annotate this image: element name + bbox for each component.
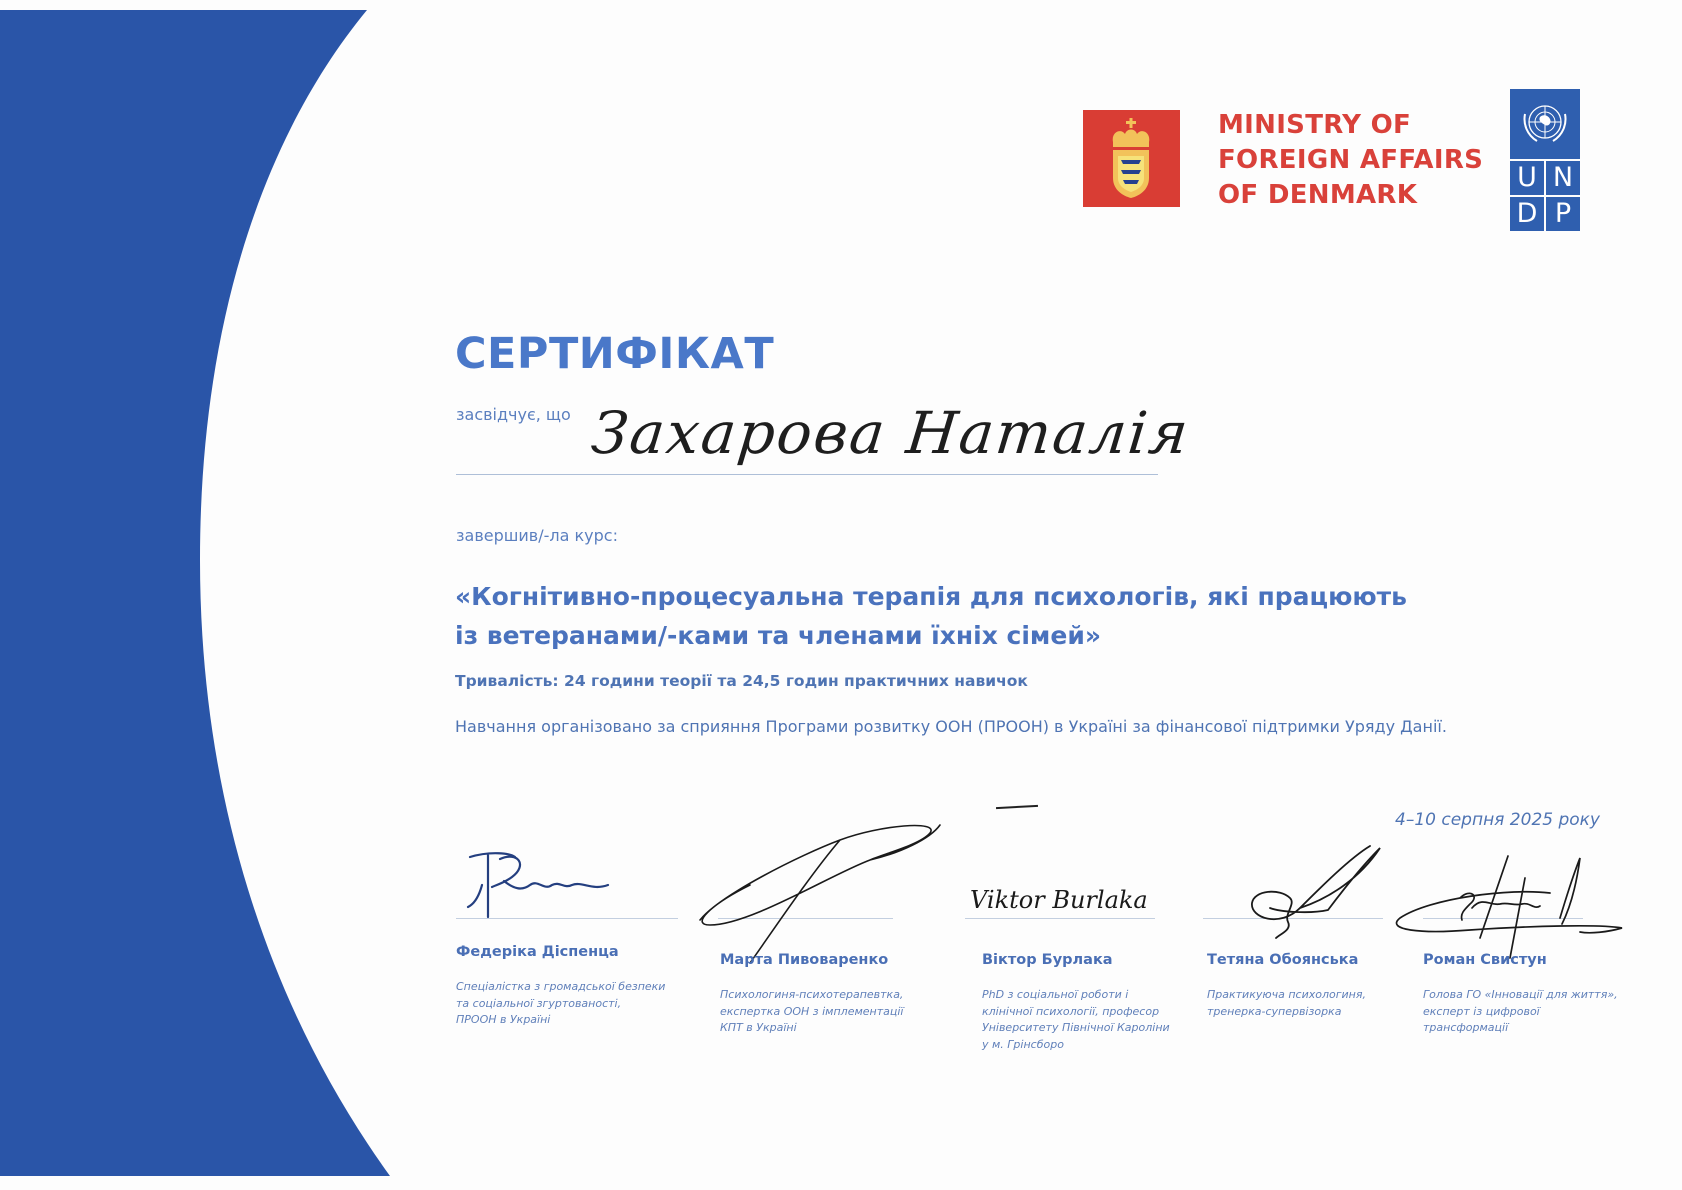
description-line: ПРООН в Україні (456, 1013, 551, 1026)
signatory-name: Марта Пивоваренко (720, 952, 889, 968)
course-date: 4–10 серпня 2025 року (1395, 810, 1600, 830)
denmark-logo (1083, 110, 1180, 207)
description-line: трансформації (1423, 1021, 1509, 1034)
description-line: у м. Грінсборо (982, 1037, 1064, 1051)
denmark-ministry-name (1218, 108, 1483, 213)
signatory-description (1423, 987, 1653, 1037)
signature-oboianska (1240, 838, 1390, 948)
signatory-description (456, 979, 686, 1029)
ministry-line-1: MINISTRY OF (1218, 110, 1412, 140)
pen-stroke (996, 805, 1038, 809)
blue-curve-panel (0, 0, 420, 1190)
signatory-name: Федеріка Діспенца (456, 944, 619, 960)
signatory-pyvovarenko (720, 952, 950, 1037)
course-title-line-2: із ветеранами/-ками та членами їхніх сімей» (455, 621, 1101, 650)
ministry-line-3: OF DENMARK (1218, 180, 1418, 210)
signatory-name: Роман Свистун (1423, 952, 1547, 968)
undp-letter-p: P (1546, 197, 1580, 231)
ministry-line-2: FOREIGN AFFAIRS (1218, 145, 1484, 175)
signature-svystun (1390, 848, 1630, 968)
svg-text:Viktor Burlaka: Viktor Burlaka (970, 886, 1148, 914)
signatory-description (720, 987, 950, 1037)
recipient-name: Захарова Наталія (588, 399, 1194, 467)
signatory-description (982, 987, 1212, 1053)
signatory-svystun (1423, 952, 1653, 1037)
course-title-line-1: «Когнітивно-процесуальна терапія для психологів, які працюють (455, 582, 1407, 611)
description-line: Університету Північної Кароліни (982, 1021, 1170, 1034)
signature-dispenza (460, 845, 630, 935)
undp-letter-n: N (1546, 161, 1580, 195)
description-line: КПТ в Україні (720, 1021, 797, 1034)
funding-note: Навчання організовано за сприяння Програми розвитку ООН (ПРООН) в Україні за фінансової підтримки Уряду Данії. (455, 717, 1447, 736)
description-line: експерт із цифрової (1423, 1004, 1540, 1018)
course-title (455, 577, 1605, 655)
description-line: та соціальної згуртованості, (456, 996, 622, 1010)
undp-logo (1510, 89, 1580, 229)
description-line: Голова ГО «Інновації для життя», (1423, 988, 1618, 1001)
description-line: тренерка-супервізорка (1207, 1004, 1342, 1018)
certifies-label: засвідчує, що (456, 405, 571, 424)
signatory-dispenza (456, 944, 686, 1029)
signatory-name: Віктор Бурлака (982, 952, 1113, 968)
completed-course-label: завершив/-ла курс: (456, 526, 618, 545)
danish-coat-of-arms-icon (1083, 110, 1180, 207)
undp-letter-u: U (1510, 161, 1544, 195)
signatory-burlaka (982, 952, 1212, 1053)
signatory-oboianska (1207, 952, 1437, 1020)
signatory-name: Тетяна Обоянська (1207, 952, 1359, 968)
signature-pyvovarenko (690, 815, 990, 965)
un-emblem-icon (1510, 89, 1580, 159)
signature-line-3 (965, 918, 1155, 919)
description-line: клінічної психології, професор (982, 1004, 1160, 1018)
recipient-underline (456, 474, 1158, 475)
signature-burlaka (968, 878, 1168, 918)
undp-letter-d: D (1510, 197, 1544, 231)
certificate-title: СЕРТИФІКАТ (455, 329, 775, 379)
course-duration: Тривалість: 24 години теорії та 24,5 годин практичних навичок (455, 672, 1028, 690)
description-line: PhD з соціальної роботи і (982, 988, 1129, 1001)
description-line: Практикуюча психологиня, (1207, 988, 1366, 1001)
description-line: Психологиня-психотерапевтка, (720, 988, 904, 1001)
description-line: експертка ООН з імплементації (720, 1004, 904, 1018)
signatory-description (1207, 987, 1437, 1020)
description-line: Спеціалістка з громадської безпеки (456, 980, 666, 993)
